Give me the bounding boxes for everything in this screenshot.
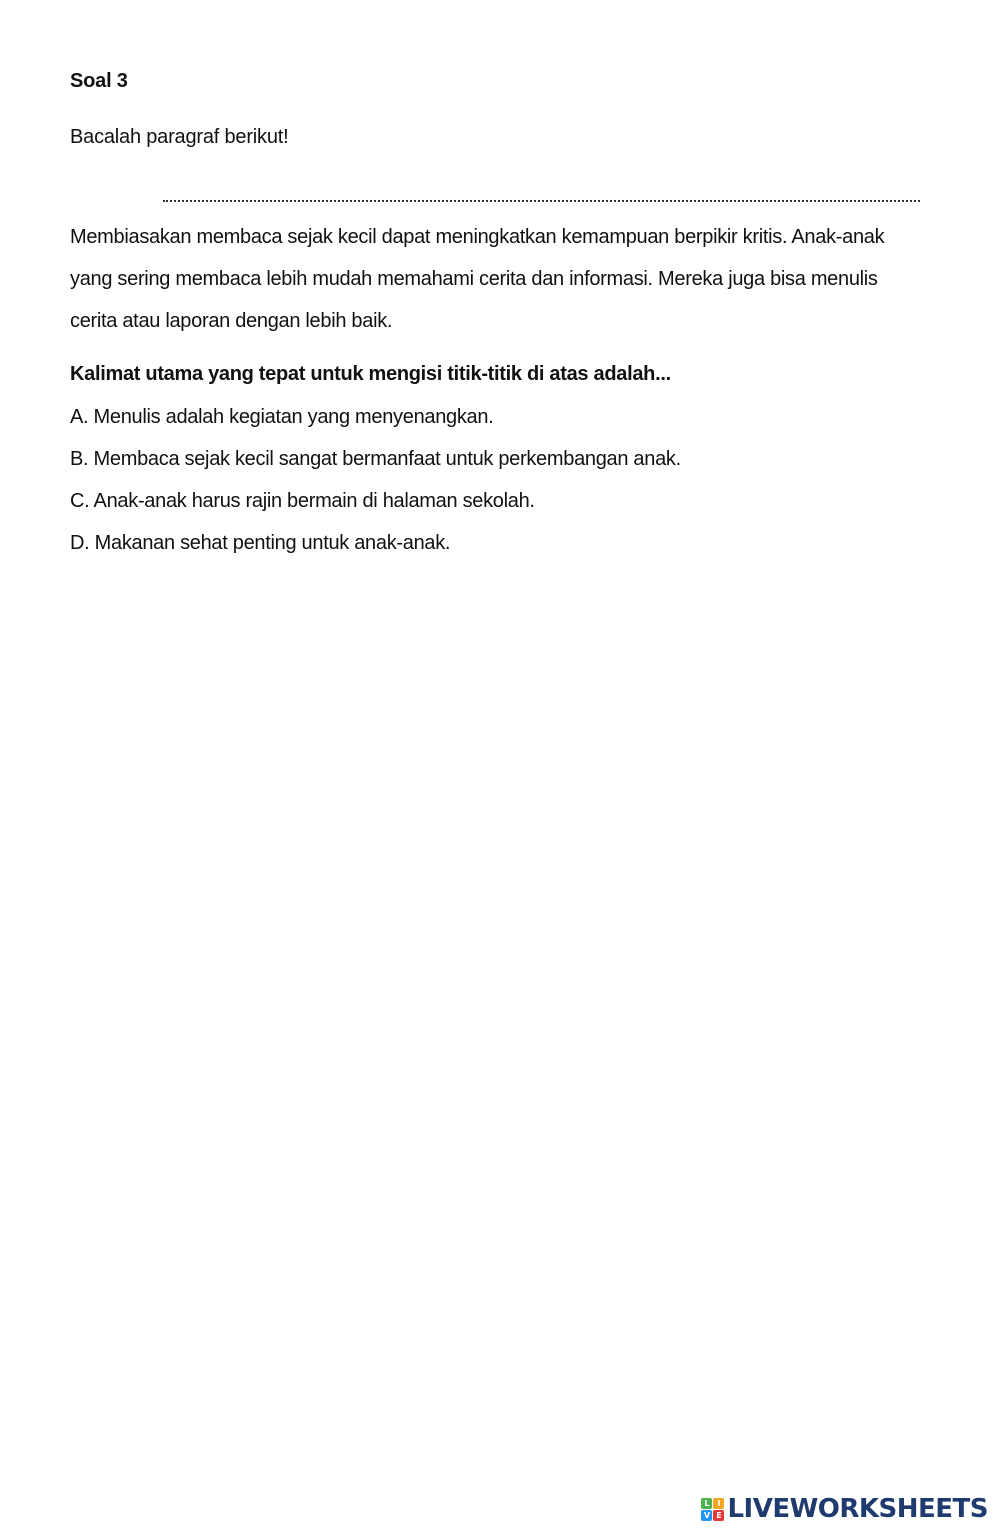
paragraph-line: Membiasakan membaca sejak kecil dapat meningkatkan kemampuan berpikir kritis. Anak-anak <box>70 226 885 248</box>
reading-paragraph <box>70 216 940 342</box>
question-number-title: Soal 3 <box>70 70 128 92</box>
answer-option-d[interactable]: D. Makanan sehat penting untuk anak-anak. <box>70 532 451 554</box>
logo-letter: L <box>701 1498 712 1509</box>
answer-option-c[interactable]: C. Anak-anak harus rajin bermain di halaman sekolah. <box>70 490 535 512</box>
paragraph-line: cerita atau laporan dengan lebih baik. <box>70 310 393 332</box>
answer-options <box>70 396 681 564</box>
paragraph-line: yang sering membaca lebih mudah memahami cerita dan informasi. Mereka juga bisa menulis <box>70 268 878 290</box>
main-sentence-blank <box>163 200 920 202</box>
logo-letter: E <box>713 1510 724 1521</box>
answer-option-b[interactable]: B. Membaca sejak kecil sangat bermanfaat untuk perkembangan anak. <box>70 448 681 470</box>
answer-option-a[interactable]: A. Menulis adalah kegiatan yang menyenangkan. <box>70 406 494 428</box>
liveworksheets-brand <box>701 1494 988 1524</box>
logo-letter: I <box>713 1498 724 1509</box>
logo-letter: V <box>701 1510 712 1521</box>
liveworksheets-logo-icon <box>701 1498 724 1521</box>
reading-instruction: Bacalah paragraf berikut! <box>70 126 289 148</box>
brand-name: LIVEWORKSHEETS <box>727 1494 988 1524</box>
question-prompt: Kalimat utama yang tepat untuk mengisi titik-titik di atas adalah... <box>70 363 671 385</box>
